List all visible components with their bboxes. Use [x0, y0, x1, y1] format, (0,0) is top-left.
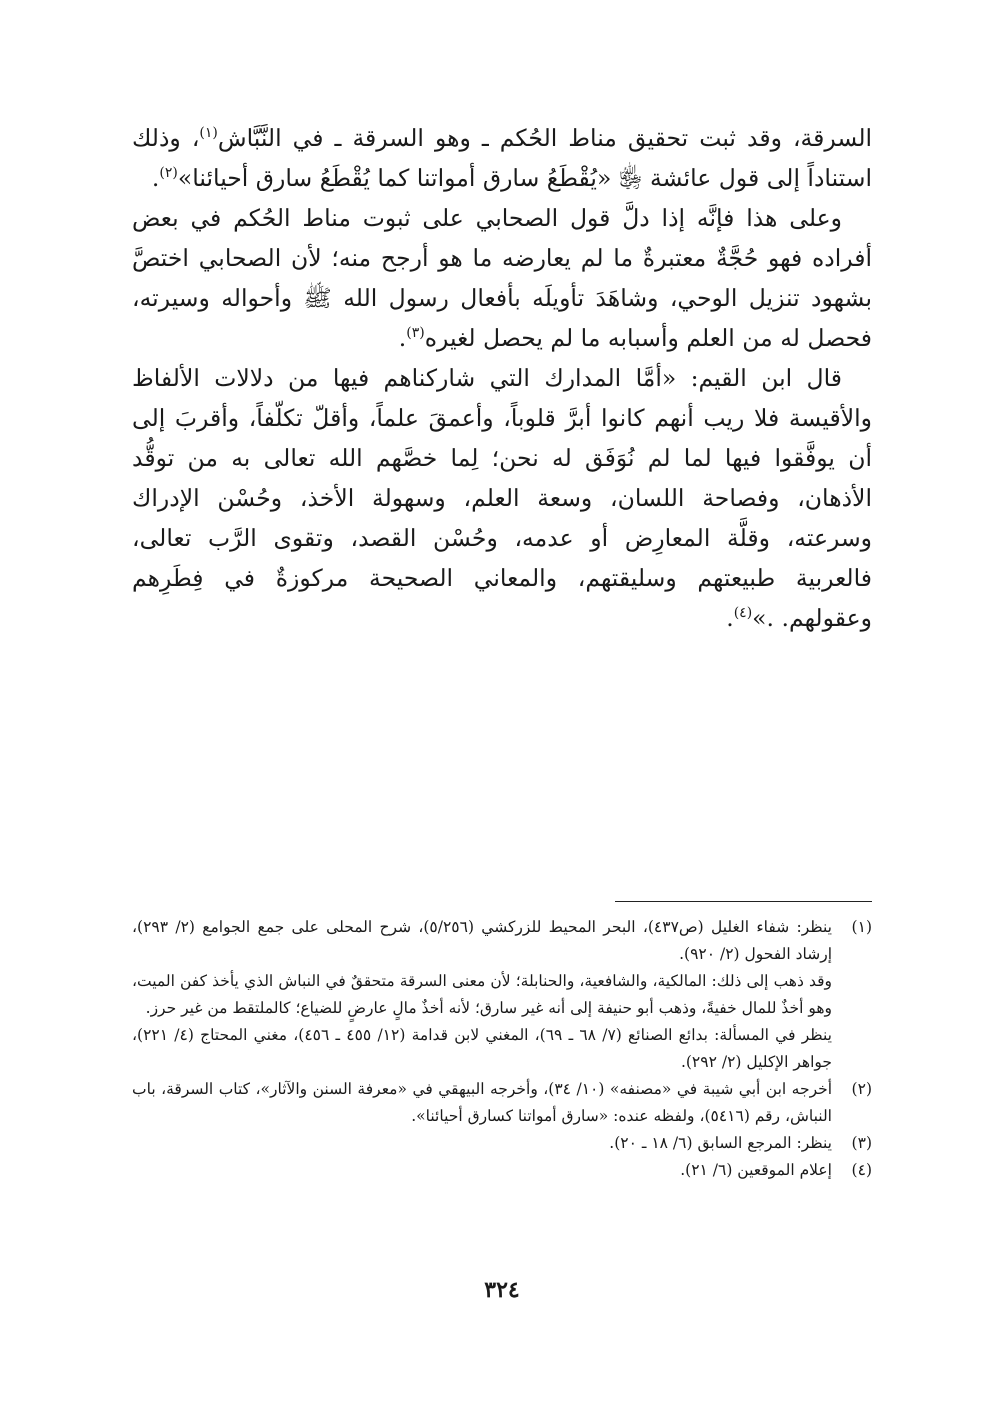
- footnote-ref-1[interactable]: (١): [199, 125, 218, 142]
- main-text: [132, 118, 872, 638]
- footnote-2: [132, 1076, 872, 1130]
- footnote-3: [132, 1130, 872, 1157]
- footnote-body: [132, 914, 832, 1076]
- footnote-ref-3[interactable]: (٣): [406, 325, 425, 342]
- footnote-number: (٢): [851, 1080, 872, 1098]
- footnote-ref-4[interactable]: (٤): [733, 605, 753, 622]
- footnote-4: [132, 1157, 872, 1184]
- footnote-text: ينظر: شفاء الغليل (ص٤٣٧)، البحر المحيط للزركشي (٥/٢٥٦)، شرح المحلى على جمع الجوامع (٢/ ٢٩٣)، إرشاد الفحول (٢/ ٩٢٠).: [132, 918, 832, 963]
- footnote-number: (٣): [851, 1134, 872, 1152]
- paragraph-2: وعلى هذا فإنَّه إذا دلَّ قول الصحابي على ثبوت مناط الحُكم في بعض أفراده فهو حُجَّةٌ معتبرةٌ ما لم يعارضه ما هو أرجح منه؛ لأن الصحابي اختصَّ بشهود تنزيل الوحي، وشاهَدَ تأويلَه بأفعال رسول الله ﷺ وأحواله وسيرته، فحصل له من العلم وأسبابه ما لم يحصل لغيره$^{(٣)}$.: [132, 204, 872, 352]
- footnote-text: ينظر: المرجع السابق (٦/ ١٨ ـ ٢٠).: [609, 1134, 832, 1152]
- footnotes: [132, 914, 872, 1184]
- page-number: ٣٢٤: [484, 1277, 520, 1303]
- footnote-body: [132, 1130, 832, 1157]
- footnote-body: [132, 1076, 832, 1130]
- footnote-number: (٤): [851, 1161, 872, 1179]
- paragraph-3: قال ابن القيم: «أمَّا المدارك التي شاركناهم فيها من دلالات الألفاظ والأقيسة فلا ريب أنهم كانوا أبرَّ قلوباً، وأعمقَ علماً، وأقلّ تكلّفاً، وأقربَ إلى أن يوفَّقوا فيها لما لم نُوَفَق له نحن؛ لِما خصَّهم الله تعالى به من توقُّد الأذهان، وفصاحة اللسان، وسعة العلم، وسهولة الأخذ، وحُسْن الإدراك وسرعته، وقلَّة المعارِض أو عدمه، وحُسْن القصد، وتقوى الرَّب تعالى، فالعربية طبيعتهم وسليقتهم، والمعاني الصحيحة مركوزةٌ في فِطَرِهم وعقولهم. .»$^{(٤)}$.: [132, 364, 872, 632]
- footnote-body: [132, 1157, 832, 1184]
- footnote-text: أخرجه ابن أبي شيبة في «مصنفه» (١٠/ ٣٤)، وأخرجه البيهقي في «معرفة السنن والآثار»، كتاب السرقة، باب النباش، رقم (٥٤١٦)، ولفظه عنده: «سارق أمواتنا كسارق أحيائنا».: [132, 1080, 833, 1125]
- footnote-text: وقد ذهب إلى ذلك: المالكية، والشافعية، والحنابلة؛ لأن معنى السرقة متحققٌ في النباش الذي يأخذ كفن الميت، وهو أخذٌ للمال خفيةً، وذهب أبو حنيفة إلى أنه غير سارق؛ لأنه أخذٌ مالٍ عارضٍ للضياع؛ كالملتقط من غير حرز.: [132, 972, 832, 1017]
- footnote-separator: [615, 901, 872, 902]
- footnote-ref-2[interactable]: (٢): [159, 165, 178, 182]
- footnote-number: (١): [851, 918, 872, 936]
- footnote-text: ينظر في المسألة: بدائع الصنائع (٧/ ٦٨ ـ ٦٩)، المغني لابن قدامة (١٢/ ٤٥٥ ـ ٤٥٦)، مغني المحتاج (٤/ ٢٢١)، جواهر الإكليل (٢/ ٢٩٢).: [132, 1026, 832, 1071]
- footnote-1: [132, 914, 872, 1076]
- paragraph-1: السرقة، وقد ثبت تحقيق مناط الحُكم ـ وهو السرقة ـ في النَّبَّاش$^{(١)}$، وذلك استناداً إلى قول عائشة ﵂ «يُقْطَعُ سارق أمواتنا كما يُقْطَعُ سارق أحيائنا»$^{(٢)}$.: [132, 124, 873, 192]
- footnote-text: إعلام الموقعين (٦/ ٢١).: [680, 1161, 832, 1179]
